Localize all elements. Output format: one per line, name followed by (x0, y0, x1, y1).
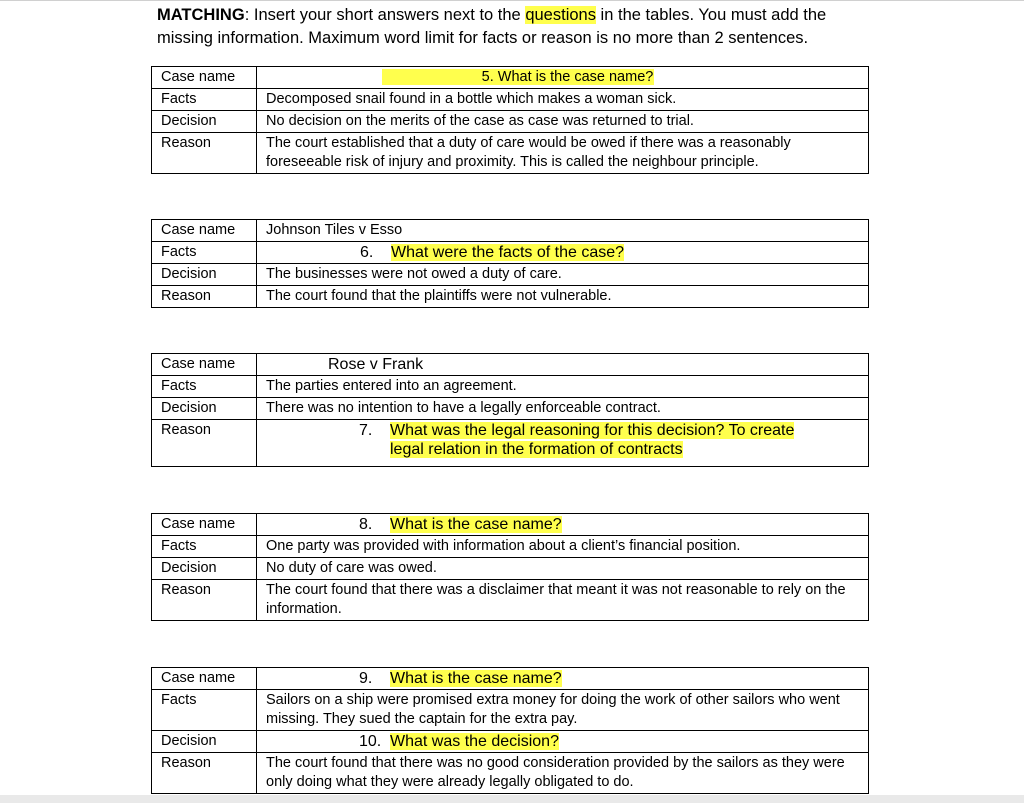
table-row (152, 731, 869, 753)
table-row (152, 354, 869, 376)
case-table-2 (151, 219, 869, 308)
table-row (152, 242, 869, 264)
case-table-4 (151, 513, 869, 621)
table-row (152, 376, 869, 398)
reason-cell[interactable]: The court established that a duty of care would be owed if there was a reasonably foreseeable risk of injury and proximity. This is called the neighbour principle. (257, 133, 869, 174)
case-table-1 (151, 66, 869, 174)
table-row (152, 89, 869, 111)
label-decision: Decision (152, 264, 257, 286)
table-row (152, 753, 869, 794)
instructions-heading: MATCHING (157, 6, 245, 24)
label-facts: Facts (152, 242, 257, 264)
decision-cell[interactable]: No duty of care was owed. (257, 558, 869, 580)
label-case-name: Case name (152, 668, 257, 690)
instructions (157, 4, 877, 50)
table-row (152, 668, 869, 690)
label-decision: Decision (152, 731, 257, 753)
page-top-border (0, 0, 1024, 1)
table-row (152, 558, 869, 580)
decision-cell[interactable]: No decision on the merits of the case as case was returned to trial. (257, 111, 869, 133)
question-8-number: 8. (359, 516, 373, 533)
table-row (152, 398, 869, 420)
label-decision: Decision (152, 111, 257, 133)
table-row (152, 133, 869, 174)
table-row (152, 514, 869, 536)
label-decision: Decision (152, 398, 257, 420)
question-10-number: 10. (359, 733, 382, 750)
table-row (152, 111, 869, 133)
reason-cell[interactable] (257, 420, 869, 467)
table-row (152, 536, 869, 558)
reason-cell[interactable]: The court found that there was no good consideration provided by the sailors as they were only doing what they were already legally obligated to do. (257, 753, 869, 794)
facts-cell[interactable]: Decomposed snail found in a bottle which makes a woman sick. (257, 89, 869, 111)
decision-cell[interactable] (257, 731, 869, 753)
case-name-cell[interactable]: Johnson Tiles v Esso (257, 220, 869, 242)
table-row (152, 690, 869, 731)
label-facts: Facts (152, 690, 257, 731)
facts-cell[interactable]: One party was provided with information about a client’s financial position. (257, 536, 869, 558)
case-name-cell[interactable] (257, 668, 869, 690)
label-case-name: Case name (152, 354, 257, 376)
facts-cell[interactable]: Sailors on a ship were promised extra money for doing the work of other sailors who went missing. They sued the captain for the extra pay. (257, 690, 869, 731)
reason-cell[interactable]: The court found that there was a disclaimer that meant it was not reasonable to rely on the information. (257, 580, 869, 621)
question-5: 5. What is the case name? (382, 69, 655, 85)
label-reason: Reason (152, 286, 257, 308)
question-6-number: 6. (360, 244, 374, 261)
question-7-number: 7. (359, 422, 373, 439)
case-name-cell[interactable] (257, 514, 869, 536)
case-table-5 (151, 667, 869, 794)
question-9-number: 9. (359, 670, 373, 687)
table-row (152, 420, 869, 467)
label-facts: Facts (152, 536, 257, 558)
label-case-name: Case name (152, 514, 257, 536)
table-row (152, 220, 869, 242)
table-row (152, 286, 869, 308)
question-6: What were the facts of the case? (391, 244, 625, 261)
facts-cell[interactable]: The parties entered into an agreement. (257, 376, 869, 398)
facts-cell[interactable] (257, 242, 869, 264)
label-facts: Facts (152, 376, 257, 398)
table-row (152, 264, 869, 286)
label-decision: Decision (152, 558, 257, 580)
question-9: What is the case name? (390, 670, 562, 687)
label-reason: Reason (152, 580, 257, 621)
question-8: What is the case name? (390, 516, 562, 533)
reason-cell[interactable]: The court found that the plaintiffs were not vulnerable. (257, 286, 869, 308)
instructions-text-1: : Insert your short answers next to the (244, 6, 526, 24)
question-7-line-1: What was the legal reasoning for this decision? To create (390, 422, 795, 439)
label-reason: Reason (152, 753, 257, 794)
instructions-highlight: questions (525, 6, 596, 24)
question-10: What was the decision? (390, 733, 559, 750)
case-table-3 (151, 353, 869, 467)
label-case-name: Case name (152, 67, 257, 89)
label-reason: Reason (152, 133, 257, 174)
instructions-text-2: in the tables. You must add the missing information. Maximum word limit for facts or reason is no more than 2 sentences. (157, 6, 827, 47)
label-reason: Reason (152, 420, 257, 467)
case-name-cell[interactable] (257, 67, 869, 89)
question-7-line-2: legal relation in the formation of contracts (390, 441, 683, 458)
decision-cell[interactable]: There was no intention to have a legally enforceable contract. (257, 398, 869, 420)
decision-cell[interactable]: The businesses were not owed a duty of care. (257, 264, 869, 286)
label-case-name: Case name (152, 220, 257, 242)
case-name-cell[interactable]: Rose v Frank (257, 354, 869, 376)
label-facts: Facts (152, 89, 257, 111)
table-row (152, 580, 869, 621)
table-row (152, 67, 869, 89)
